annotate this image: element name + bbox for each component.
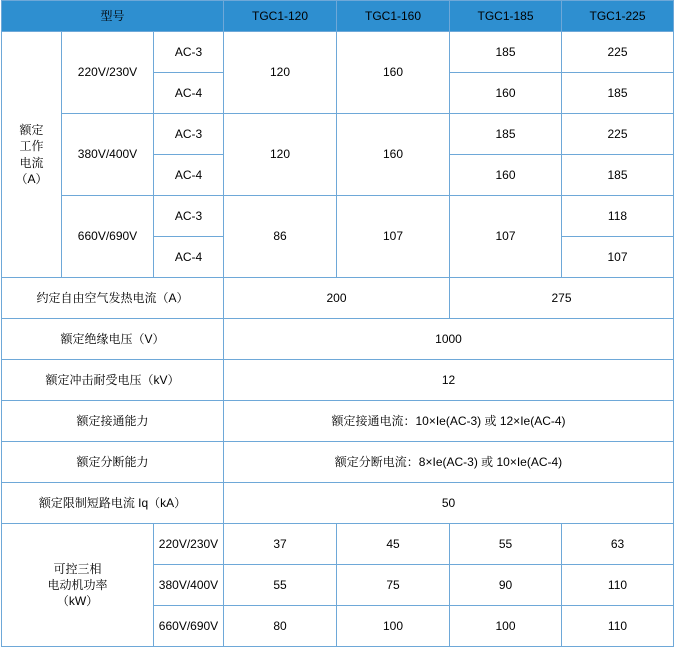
thermal-current-value-1: 200 [224, 278, 450, 319]
header-model-label: 型号 [2, 1, 224, 32]
short-circuit-current-label: 额定限制短路电流 Iq（kA） [2, 483, 224, 524]
thermal-current-value-2: 275 [450, 278, 674, 319]
cell-value: 225 [562, 32, 674, 73]
table-header [2, 1, 674, 32]
voltage-label-220: 220V/230V [62, 32, 154, 114]
cell-value: 75 [337, 565, 450, 606]
cell-value: 160 [450, 73, 562, 114]
header-model-3: TGC1-185 [450, 1, 562, 32]
ac-class-label: AC-4 [154, 155, 224, 196]
specification-table [1, 0, 674, 647]
ac-class-label: AC-3 [154, 114, 224, 155]
cell-value: 185 [562, 73, 674, 114]
motor-voltage-label-220: 220V/230V [154, 524, 224, 565]
cell-value: 107 [450, 196, 562, 278]
cell-value: 120 [224, 114, 337, 196]
cell-value: 185 [450, 114, 562, 155]
cell-value: 80 [224, 606, 337, 647]
table-row [2, 196, 674, 237]
table-row [2, 442, 674, 483]
voltage-label-660: 660V/690V [62, 196, 154, 278]
ac-class-label: AC-4 [154, 73, 224, 114]
cell-value: 118 [562, 196, 674, 237]
insulation-voltage-label: 额定绝缘电压（V） [2, 319, 224, 360]
rated-current-label [2, 32, 62, 278]
motor-voltage-label-380: 380V/400V [154, 565, 224, 606]
cell-value: 160 [337, 114, 450, 196]
cell-value: 225 [562, 114, 674, 155]
table-row [2, 360, 674, 401]
ac-class-label: AC-4 [154, 237, 224, 278]
cell-value: 160 [337, 32, 450, 114]
cell-value: 107 [562, 237, 674, 278]
rated-current-label-line-4: （A） [15, 171, 48, 186]
breaking-capacity-label: 额定分断能力 [2, 442, 224, 483]
breaking-capacity-value: 额定分断电流：8×Ie(AC-3) 或 10×Ie(AC-4) [224, 442, 674, 483]
table-row [2, 278, 674, 319]
making-capacity-label: 额定接通能力 [2, 401, 224, 442]
header-model-1: TGC1-120 [224, 1, 337, 32]
cell-value: 63 [562, 524, 674, 565]
cell-value: 55 [450, 524, 562, 565]
cell-value: 185 [450, 32, 562, 73]
cell-value: 100 [450, 606, 562, 647]
header-model-4: TGC1-225 [562, 1, 674, 32]
cell-value: 120 [224, 32, 337, 114]
insulation-voltage-value: 1000 [224, 319, 674, 360]
cell-value: 86 [224, 196, 337, 278]
cell-value: 90 [450, 565, 562, 606]
cell-value: 100 [337, 606, 450, 647]
making-capacity-value: 额定接通电流：10×Ie(AC-3) 或 12×Ie(AC-4) [224, 401, 674, 442]
table-row [2, 483, 674, 524]
ac-class-label: AC-3 [154, 32, 224, 73]
cell-value: 107 [337, 196, 450, 278]
table-row [2, 114, 674, 155]
motor-power-label-line-3: （kW） [56, 594, 99, 609]
voltage-label-380: 380V/400V [62, 114, 154, 196]
motor-power-label-line-2: 电动机功率 [47, 577, 108, 592]
ac-class-label: AC-3 [154, 196, 224, 237]
rated-current-label-line-1: 额定 [19, 123, 44, 138]
cell-value: 45 [337, 524, 450, 565]
table-row [2, 401, 674, 442]
table-row [2, 32, 674, 73]
motor-voltage-label-660: 660V/690V [154, 606, 224, 647]
table-body [2, 32, 674, 647]
cell-value: 160 [450, 155, 562, 196]
cell-value: 110 [562, 606, 674, 647]
header-row [2, 1, 674, 32]
table-row [2, 524, 674, 565]
rated-current-label-line-2: 工作 [19, 139, 44, 154]
motor-power-label [2, 524, 154, 647]
motor-power-label-line-1: 可控三相 [53, 561, 102, 576]
impulse-voltage-label: 额定冲击耐受电压（kV） [2, 360, 224, 401]
cell-value: 37 [224, 524, 337, 565]
rated-current-label-line-3: 电流 [19, 155, 44, 170]
impulse-voltage-value: 12 [224, 360, 674, 401]
cell-value: 185 [562, 155, 674, 196]
header-model-2: TGC1-160 [337, 1, 450, 32]
cell-value: 110 [562, 565, 674, 606]
thermal-current-label: 约定自由空气发热电流（A） [2, 278, 224, 319]
short-circuit-current-value: 50 [224, 483, 674, 524]
table-row [2, 319, 674, 360]
cell-value: 55 [224, 565, 337, 606]
